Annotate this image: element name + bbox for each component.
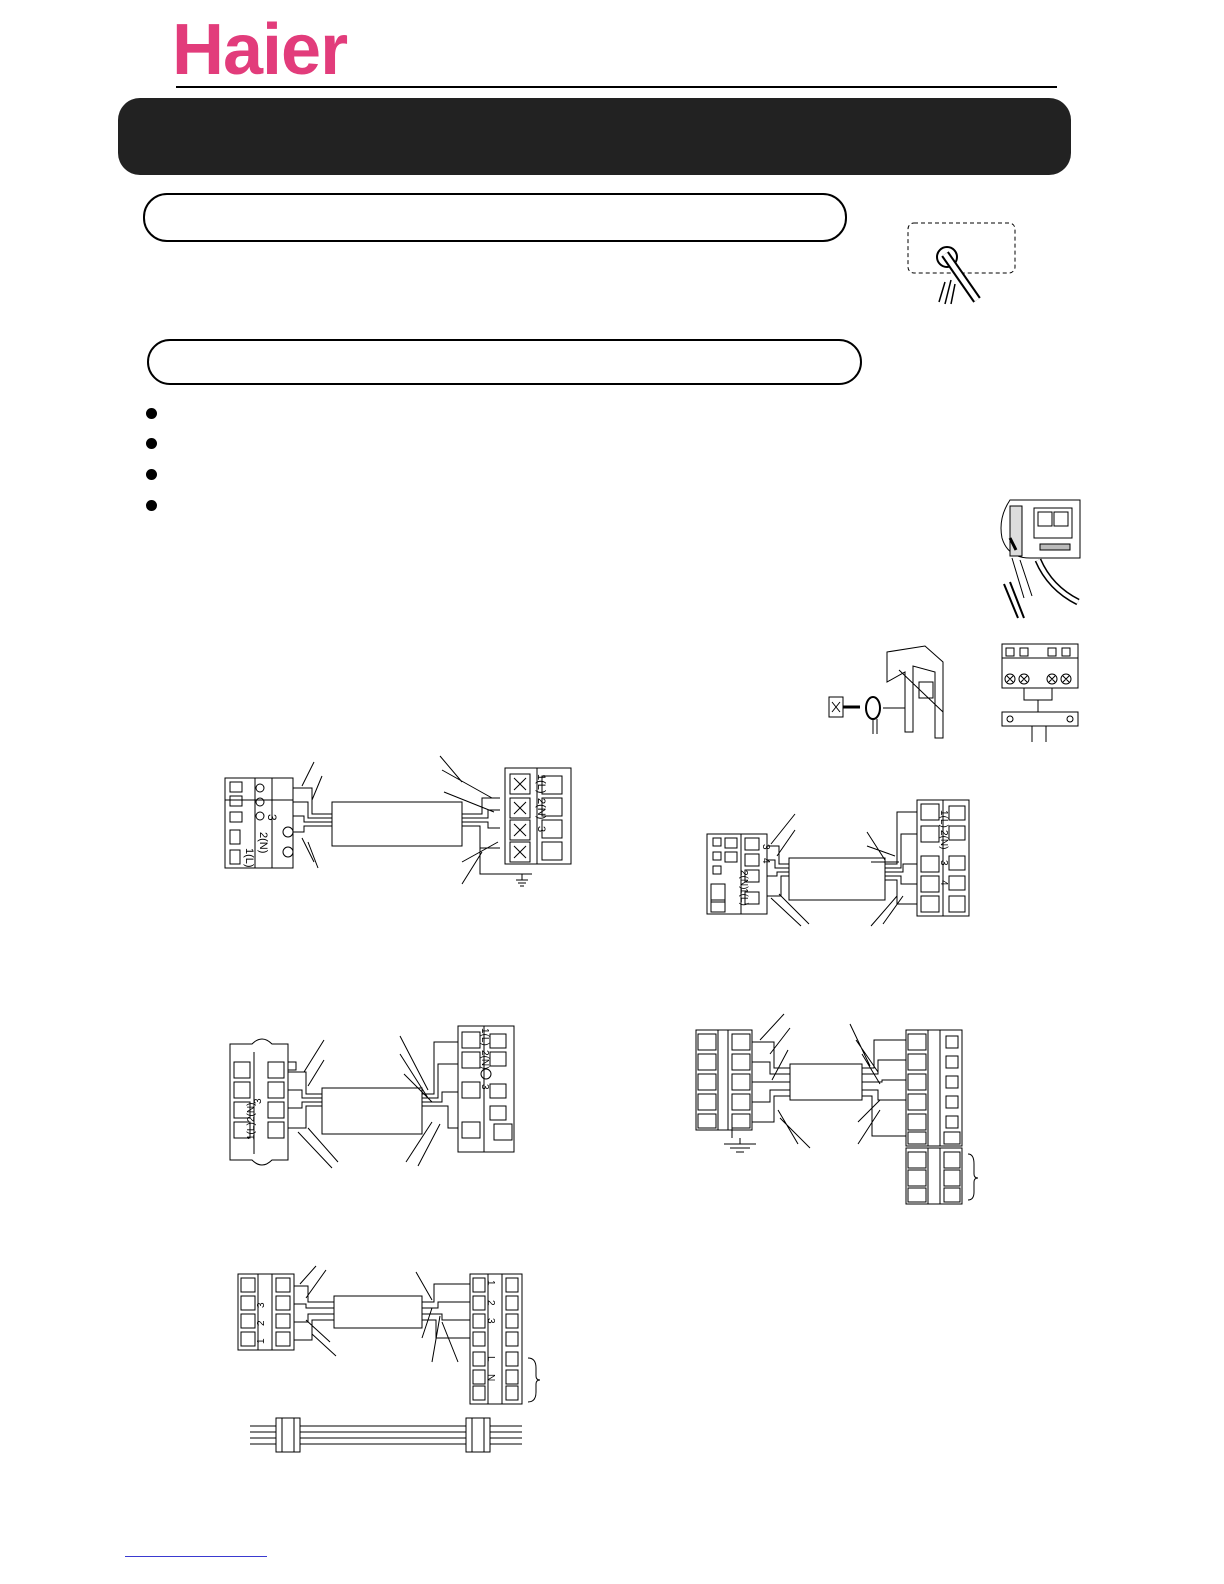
terminal-label: 1: [256, 1338, 267, 1344]
bullet-dot: [146, 469, 157, 480]
cable-hole-illustration: [905, 220, 1020, 310]
page-title-bar: [118, 98, 1071, 175]
terminal-label: 2(N): [246, 1102, 257, 1122]
terminal-label: 1(L): [738, 888, 749, 906]
terminal-label: 2(N): [938, 830, 949, 850]
terminal-label: 3: [535, 826, 547, 833]
terminal-label: 2: [256, 1320, 267, 1326]
header-rule: [176, 86, 1057, 88]
terminal-label: 3: [253, 1098, 264, 1104]
wiring-diagram-a: [222, 752, 577, 892]
wiring-diagram-b: [705, 796, 975, 930]
terminal-label: 3: [485, 1318, 496, 1324]
terminal-label: 2(N): [738, 870, 749, 890]
bullet-dot: [146, 408, 157, 419]
terminal-label: 3: [479, 1084, 490, 1090]
terminal-label: 1(L): [246, 1122, 257, 1140]
terminal-label: 3: [760, 844, 771, 850]
terminal-label: 3: [256, 1302, 267, 1308]
terminal-label: 1: [485, 1280, 496, 1286]
screw-terminal-illustration: [825, 642, 950, 742]
bullet-dot: [146, 500, 157, 511]
bullet-dot: [146, 438, 157, 449]
terminal-label: 2: [485, 1300, 496, 1306]
terminal-label: 4: [938, 880, 949, 886]
section-heading-2: [147, 339, 862, 385]
terminal-label: 3: [938, 860, 949, 866]
terminal-label: 2(N): [257, 832, 269, 854]
footer-link[interactable]: [125, 1556, 267, 1557]
terminal-label: 1(L): [535, 774, 547, 794]
indoor-unit-illustration: [990, 498, 1082, 620]
terminal-label: 2(N): [479, 1050, 490, 1070]
terminal-label: L: [485, 1356, 496, 1362]
terminal-label: 1(L): [938, 810, 949, 828]
wiring-diagram-c: [228, 1022, 520, 1172]
terminal-label: 2(N): [535, 798, 547, 820]
brand-logo: Haier: [172, 10, 348, 90]
terminal-label: 4: [760, 858, 771, 864]
connecting-cable-illustration: [248, 1416, 526, 1456]
terminal-label: N: [485, 1374, 496, 1382]
wiring-diagram-e: [236, 1264, 548, 1412]
terminal-label: 3: [265, 814, 279, 821]
terminal-label: 1(L): [243, 848, 255, 868]
wiring-diagram-d: [694, 1010, 984, 1208]
terminal-label: 1(L): [479, 1028, 490, 1046]
section-heading-1: [143, 193, 847, 242]
small-terminal-block: [1000, 642, 1082, 744]
